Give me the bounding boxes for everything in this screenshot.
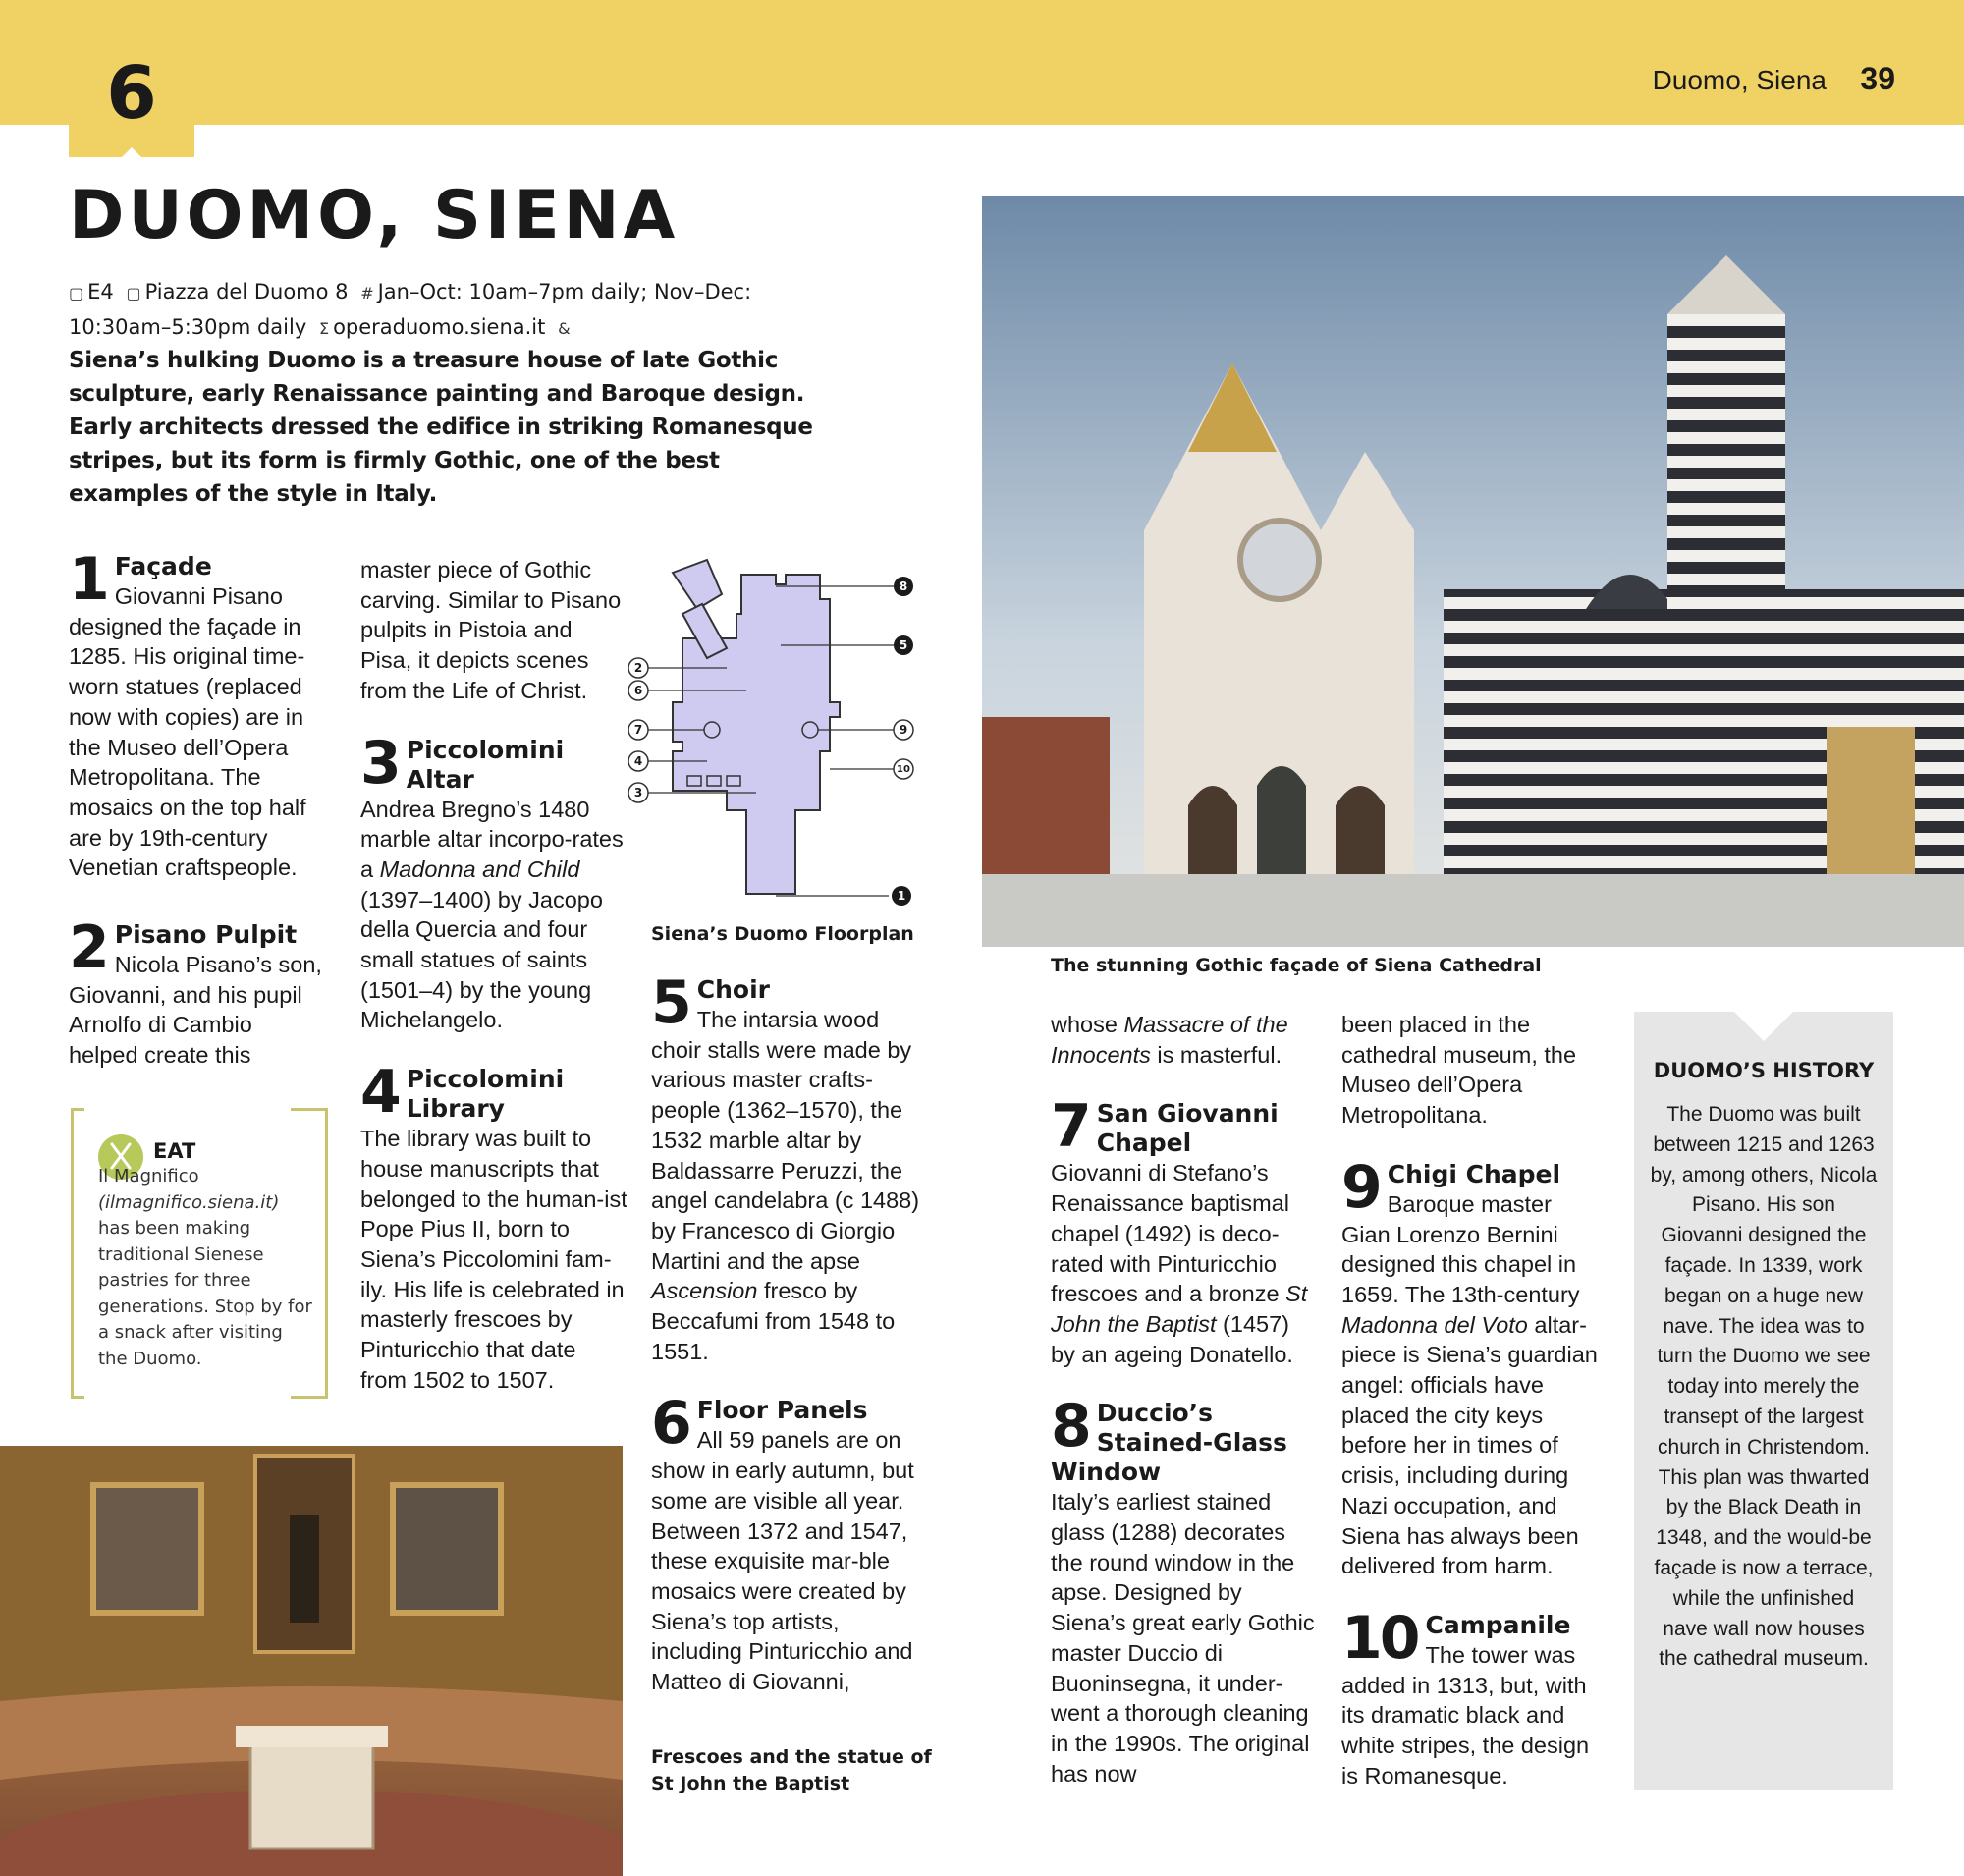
item-text-continued: been placed in the cathedral museum, the Museo dell’Opera Metropolitana. (1341, 1012, 1577, 1129)
item-number: 10 (1341, 1603, 1418, 1673)
item-title: Duccio’s Stained-Glass Window (1051, 1399, 1287, 1487)
page-number: 39 (1860, 61, 1895, 96)
floorplan-marker: 6 (633, 684, 643, 697)
item-text: Giovanni Pisano designed the façade in 1285. His original time-worn statues (replaced now with copies) are in the Museo dell’Opera Metropolitana. The mosaics on the top half are by 19th-century Venetian craftspeople. (69, 583, 306, 881)
item-text: The tower was added in 1313, but, with its dramatic black and white stripes, the design is Romanesque. (1341, 1641, 1590, 1789)
floorplan-marker: 9 (899, 723, 908, 737)
history-text: The Duomo was built between 1215 and 1263 by, among others, Nicola Pisano. His son Giovanni designed the façade. In 1339, work began on a huge new nave. The idea was to turn the Duomo we see today into merely the transept of the largest church in Christendom. This plan was thwarted by the Black Death in 1348, and the would-be façade is now a terrace, while the unfinished nave wall now houses the cathedral museum. (1650, 1103, 1878, 1671)
item-pisano-pulpit (69, 913, 326, 1071)
interior-photo (0, 1446, 623, 1876)
item-text (1051, 1158, 1316, 1369)
floorplan-marker: 5 (899, 638, 908, 652)
floorplan-marker: 7 (633, 723, 643, 737)
item-title: Piccolomini Altar (406, 735, 565, 794)
text-italic: Madonna del Voto (1341, 1311, 1528, 1338)
column-1 (69, 545, 326, 1071)
text-run: fresco by Beccafumi from 1548 to 1551. (651, 1278, 896, 1364)
item-number: 4 (360, 1058, 399, 1128)
item-text (360, 795, 627, 1036)
floorplan-marker: 1 (897, 889, 906, 903)
item-text-continued: master piece of Gothic carving. Similar to Pisano pulpits in Pistoia and Pisa, it depicts scenes from the Life of Christ. (360, 557, 622, 703)
text-italic: Ascension (651, 1278, 758, 1304)
item-text-continued (1051, 1010, 1316, 1070)
item-number: 9 (1341, 1152, 1380, 1222)
item-number: 1 (69, 545, 107, 614)
item-title: Façade (114, 552, 212, 580)
hours-icon: # (360, 284, 374, 303)
item-san-giovanni-chapel (1051, 1092, 1316, 1369)
history-notch (1734, 1012, 1793, 1041)
item-title: Piccolomini Library (406, 1065, 565, 1124)
item-piccolomini-altar (360, 728, 627, 1036)
item-choir (651, 968, 926, 1366)
item-campanile (1341, 1603, 1599, 1792)
page-title: DUOMO, SIENA (69, 177, 680, 254)
item-text: Italy’s earliest stained glass (1288) decorates the round window in the apse. Designed by Siena’s great early Gothic master Duccio di Buoninsegna, it under-went a thorough cleaning in the 1990s. The original has now (1051, 1489, 1315, 1787)
eat-restaurant: Il Magnifico (98, 1166, 199, 1186)
item-text: Nicola Pisano’s son, Giovanni, and his pupil Arnolfo di Cambio helped create this (69, 952, 322, 1069)
cathedral-photo-caption: The stunning Gothic façade of Siena Cathedral (1051, 955, 1542, 976)
column-5 (1341, 1010, 1599, 1791)
item-text: The library was built to house manuscripts that belonged to the human-ist Pope Pius II, born to Siena’s Piccolomini fam-ily. His life is celebrated in masterly frescoes by Pinturicchio that date from 1502 to 1507. (360, 1126, 627, 1393)
text-italic: Massacre of the Innocents (1051, 1012, 1288, 1068)
floorplan-caption: Siena’s Duomo Floorplan (651, 923, 914, 945)
floorplan-marker: 8 (899, 579, 908, 593)
eat-box-gap-bottom (84, 1393, 291, 1403)
text-run: altar-piece is Siena’s guardian angel: officials have placed the city keys before her in times of crisis, including during Nazi occupation, and Siena has always been delivered from harm. (1341, 1311, 1598, 1579)
column-2 (360, 555, 627, 1395)
opening-hours: Jan–Oct: 10am–7pm daily; Nov–Dec: 10:30am–5:30pm daily (69, 280, 752, 339)
column-3 (651, 968, 926, 1697)
floorplan-marker: 4 (633, 754, 643, 768)
eat-link[interactable]: (ilmagnifico.siena.it) (98, 1191, 280, 1213)
column-4 (1051, 1010, 1316, 1789)
header-band (0, 0, 1964, 125)
item-number: 3 (360, 728, 399, 798)
item-floor-panels (651, 1389, 926, 1696)
item-title: Campanile (1425, 1610, 1571, 1639)
eat-text (98, 1164, 314, 1372)
floorplan-diagram (628, 555, 923, 910)
eat-box-gap-top (84, 1104, 291, 1114)
item-piccolomini-library (360, 1058, 627, 1395)
item-title: Floor Panels (696, 1396, 868, 1425)
intro-paragraph: Siena’s hulking Duomo is a treasure house of late Gothic sculpture, early Renaissance painting and Baroque design. Early architects dressed the edifice in striking Romanesque stripes, but its form is firmly Gothic, one of the best examples of the style in Italy. (69, 348, 813, 507)
history-title: DUOMO’S HISTORY (1653, 1059, 1875, 1082)
interior-photo-caption: Frescoes and the statue of St John the Baptist (651, 1746, 932, 1794)
text-run: Andrea Bregno’s 1480 marble altar incorpo-rates a (360, 796, 624, 882)
item-title: Chigi Chapel (1387, 1159, 1561, 1188)
item-number: 7 (1051, 1092, 1089, 1162)
item-number: 2 (69, 913, 107, 983)
floorplan-marker: 10 (897, 764, 910, 775)
accessibility-icon: & (558, 319, 571, 338)
website-icon: Σ (318, 319, 330, 338)
text-run: (1457) by an ageing Donatello. (1051, 1310, 1293, 1367)
address: Piazza del Duomo 8 (144, 280, 349, 303)
map-grid-icon: ▢ (69, 284, 84, 303)
floorplan-marker: 2 (633, 661, 643, 675)
website-link[interactable]: operaduomo.siena.it (333, 315, 546, 339)
eat-description: has been making traditional Sienese pastries for three generations. Stop by for a snack after visiting the Duomo. (98, 1218, 312, 1369)
item-number: 6 (651, 1389, 689, 1459)
cathedral-photo (982, 196, 1964, 947)
item-chigi-chapel (1341, 1152, 1599, 1581)
floorplan-marker: 3 (633, 786, 643, 800)
eat-label: EAT (153, 1139, 196, 1163)
text-run: Giovanni di Stefano’s Renaissance baptismal chapel (1492) is deco-rated with Pinturicchio frescoes and a bronze (1051, 1160, 1289, 1307)
item-title: Pisano Pulpit (114, 920, 298, 950)
text-italic: Madonna and Child (379, 855, 580, 882)
running-header: Duomo, Siena (1652, 65, 1827, 95)
item-text: All 59 panels are on show in early autumn, but some are visible all year. Between 1372 and 1547, these exquisite mar-ble mosaics were created by Siena’s top artists, including Pinturicchio and Matteo di Giovanni, (651, 1427, 914, 1695)
text-run: whose (1051, 1012, 1124, 1037)
text-run: Baroque master Gian Lorenzo Bernini designed this chapel in 1659. The 13th-century (1341, 1190, 1580, 1307)
text-italic: St John the Baptist (1051, 1281, 1308, 1337)
item-number: 5 (651, 968, 689, 1037)
practical-info (69, 275, 815, 346)
text-run: (1397–1400) by Jacopo della Quercia and four small statues of saints (1501–4) by the young Michelangelo. (360, 886, 603, 1033)
text-run: is masterful. (1150, 1041, 1282, 1068)
item-title: Choir (696, 975, 770, 1004)
address-icon: ▢ (126, 284, 141, 303)
item-text (651, 1005, 926, 1366)
item-title: San Giovanni Chapel (1096, 1099, 1279, 1158)
item-facade (69, 545, 326, 883)
chapter-number: 6 (106, 51, 157, 136)
item-stained-glass-window (1051, 1392, 1316, 1789)
text-run: The intarsia wood choir stalls were made by various master crafts-people (1362–1570), the 1532 marble altar by Baldassarre Peruzzi, the angel candelabra (c 1488) by Francesco di Giorgio Martini and the apse (651, 1007, 920, 1274)
item-number: 8 (1051, 1392, 1089, 1462)
grid-ref: E4 (87, 280, 114, 303)
item-text (1341, 1189, 1599, 1581)
